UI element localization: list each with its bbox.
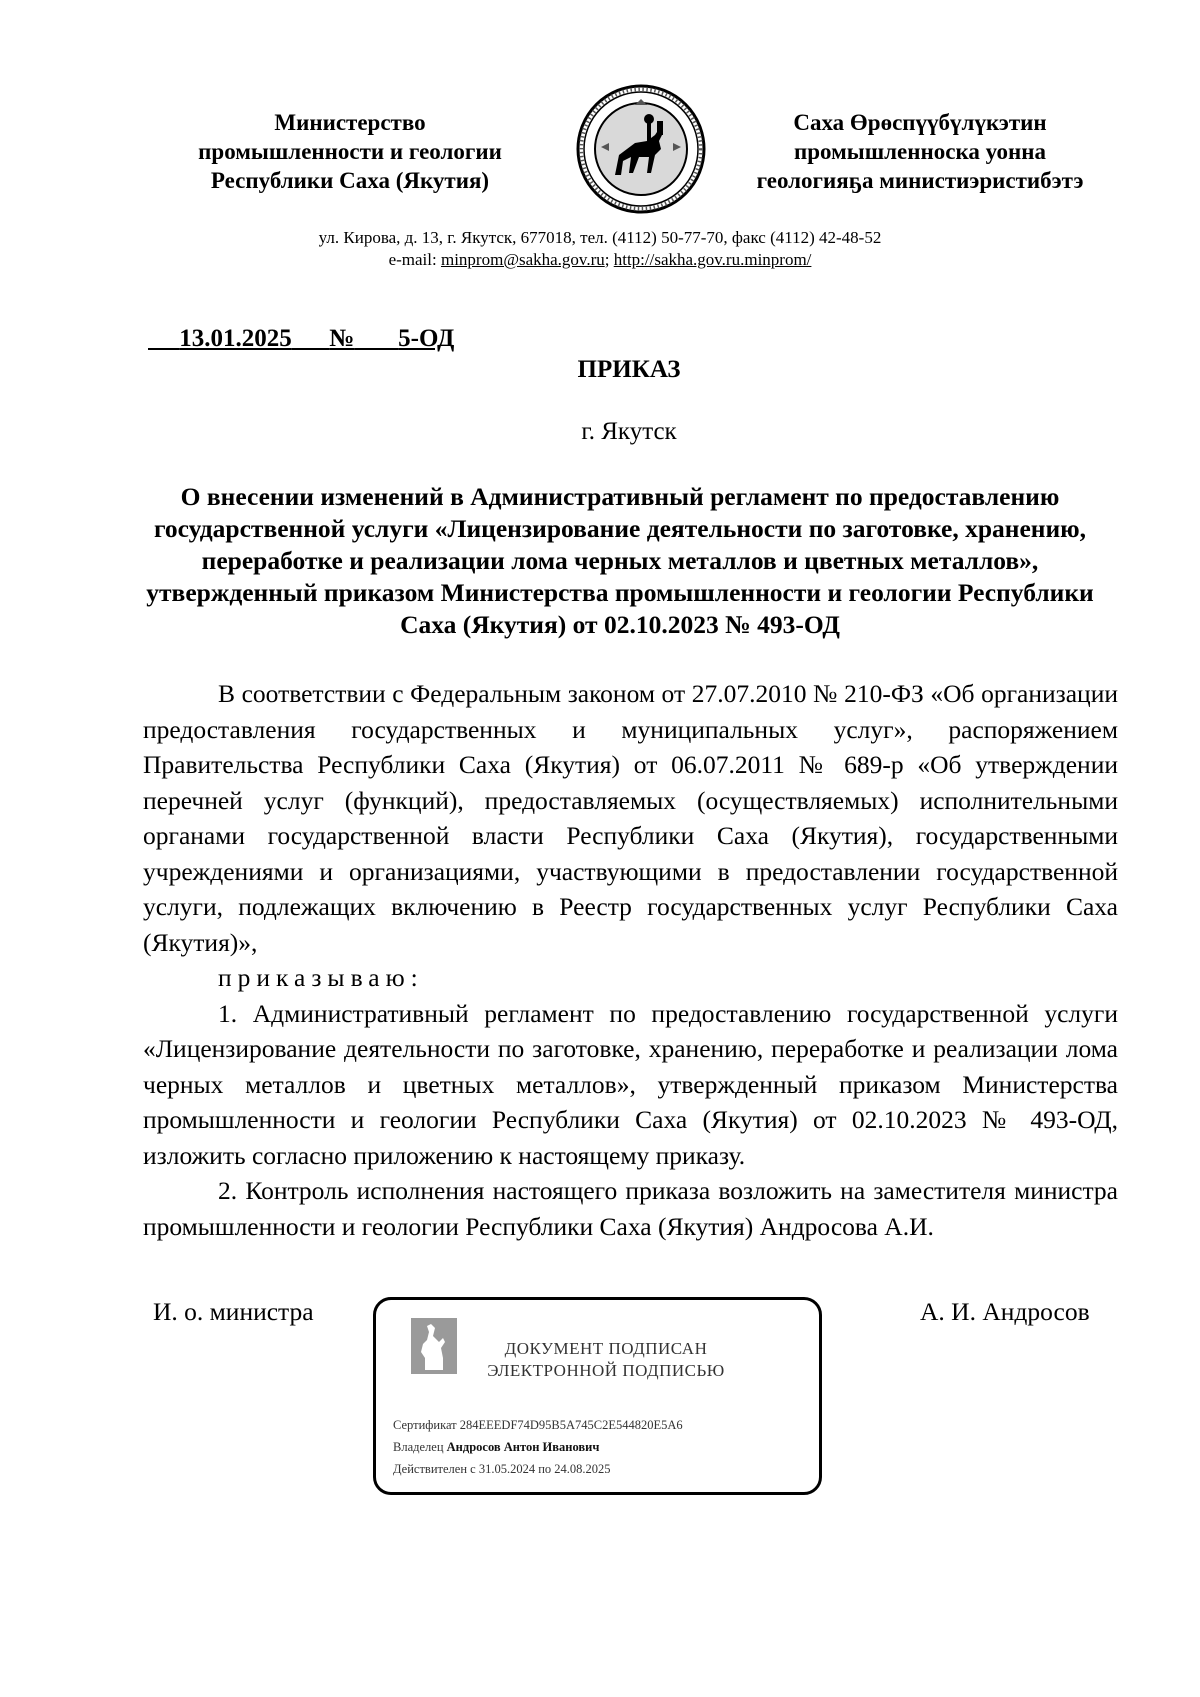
website-link[interactable]: http://sakha.gov.ru.minprom/	[613, 250, 812, 269]
stamp-validity	[393, 1462, 611, 1477]
stamp-owner	[393, 1440, 599, 1455]
preamble-paragraph: В соответствии с Федеральным законом от 27.07.2010 № 210-ФЗ «Об организации предоставления государственных и муниципальных услуг», распоряжением Правительства Республики Саха (Якутия) от 06.07.2011 № 689-р «Об утверждении перечней услуг (функций), предоставляемых (осуществляемых) исполнительными органами государственной власти Республики Саха (Якутия), государственными учреждениями и организациями, участвующими в предоставлении государственной услуги, подлежащих включению в Реестр государственных услуг Республики Саха (Якутия)»,	[143, 679, 1118, 957]
signatory-name: А. И. Андросов	[920, 1297, 1090, 1326]
address-line: ул. Кирова, д. 13, г. Якутск, 677018, тел. (4112) 50-77-70, факс (4112) 42-48-52	[318, 228, 882, 247]
order-date-number	[148, 325, 454, 353]
stamp-heading-line-1: ДОКУМЕНТ ПОДПИСАН	[504, 1339, 708, 1358]
valid-to-label: по	[538, 1462, 552, 1476]
ministry-yakut-line-2: промышленноска уонна	[793, 139, 1047, 164]
electronic-signature-stamp	[373, 1297, 822, 1495]
ministry-name-russian	[150, 108, 550, 195]
certificate-label: Сертификат	[393, 1418, 457, 1432]
signatory-title: И. о. министра	[153, 1297, 314, 1326]
document-city: г. Якутск	[581, 418, 677, 445]
order-number-underline	[354, 325, 454, 352]
valid-label: Действителен с	[393, 1462, 476, 1476]
ministry-name-yakut	[720, 108, 1120, 195]
coat-of-arms-emblem	[575, 83, 707, 215]
owner-value: Андросов Антон Иванович	[446, 1440, 600, 1454]
ministry-name-line-2: промышленности и геологии	[198, 139, 502, 164]
order-number-sign: №	[329, 325, 355, 352]
ministry-yakut-line-1: Саха Өрөспүүбүлүкэтин	[793, 110, 1047, 135]
order-item-2: 2. Контроль исполнения настоящего приказа возложить на заместителя министра промышленности и геологии Республики Саха (Якутия) Андросова А.И.	[143, 1176, 1118, 1241]
order-date: 13.01.2025	[179, 325, 292, 352]
ministry-yakut-line-3: геологияҕа министиэристибэтэ	[756, 168, 1084, 193]
order-number: 5-ОД	[398, 325, 455, 352]
contacts-line	[0, 250, 1200, 270]
contacts-separator: ;	[604, 250, 610, 269]
stamp-heading	[476, 1338, 736, 1382]
email-label: e-mail:	[388, 250, 437, 269]
stamp-heading-line-2: ЭЛЕКТРОННОЙ ПОДПИСЬЮ	[487, 1361, 725, 1380]
stamp-emblem-icon	[411, 1318, 457, 1374]
order-subject: О внесении изменений в Административный регламент по предоставлению государственной услуги «Лицензирование деятельности по заготовке, хранению, переработке и реализации лома черных металлов и цветных металлов», утвержденный приказом Министерства промышленности и геологии Республики Саха (Якутия) от 02.10.2023 № 493-ОД	[146, 482, 1094, 639]
order-body	[143, 676, 1118, 1244]
ministry-name-line-1: Министерство	[274, 110, 426, 135]
valid-from: 31.05.2024	[478, 1462, 536, 1476]
owner-label: Владелец	[393, 1440, 444, 1454]
order-item-1: 1. Административный регламент по предоставлению государственной услуги «Лицензирование деятельности по заготовке, хранению, переработке и реализации лома черных металлов и цветных металлов», утвержденный приказом Министерства промышленности и геологии Республики Саха (Якутия) от 02.10.2023 № 493-ОД, изложить согласно приложению к настоящему приказу.	[143, 998, 1118, 1170]
order-word: приказываю:	[218, 963, 424, 992]
document-title: ПРИКАЗ	[577, 356, 681, 383]
email-link[interactable]: minprom@sakha.gov.ru	[440, 250, 605, 269]
stamp-certificate	[393, 1418, 683, 1433]
valid-to: 24.08.2025	[554, 1462, 611, 1476]
certificate-value: 284EEEDF74D95B5A745C2E544820E5A6	[459, 1418, 683, 1432]
ministry-name-line-3: Республики Саха (Якутия)	[210, 168, 490, 193]
order-date-underline	[148, 325, 329, 352]
